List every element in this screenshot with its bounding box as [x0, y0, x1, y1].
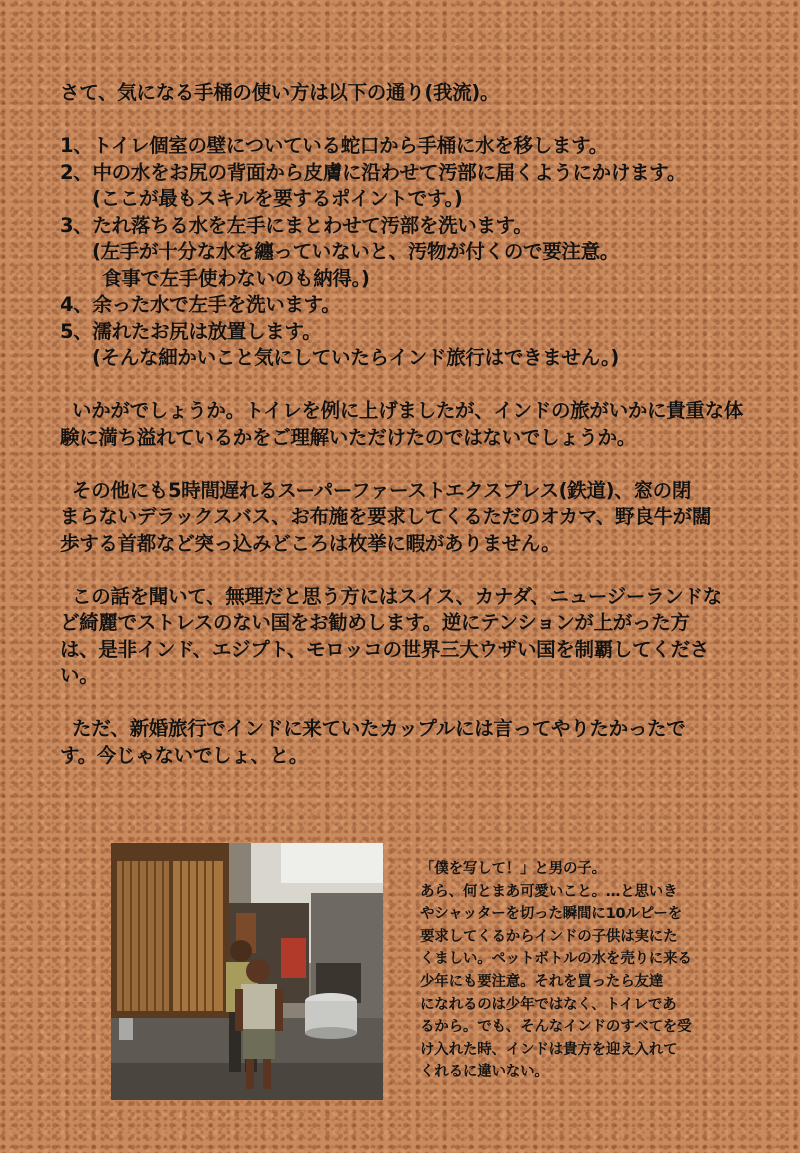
paragraph-line: この話を聞いて、無理だと思う方にはスイス、カナダ、ニュージーランドな — [72, 584, 722, 608]
paragraph-line: 歩する首都など突っ込みどころは枚挙に暇がありません。 — [60, 531, 561, 555]
step-4: 4、余った水で左手を洗います。 — [60, 293, 341, 316]
paragraph-line: 験に満ち溢れているかをご理解いただけたのではないでしょうか。 — [60, 425, 637, 449]
caption-line: あら、何とまあ可愛いこと。…と思いき — [420, 883, 678, 900]
caption-line: くましい。ペットボトルの水を売りに来る — [420, 951, 692, 968]
intro-text: さて、気になる手桶の使い方は以下の通り(我流)。 — [60, 81, 500, 104]
photo-caption — [420, 858, 780, 1084]
paragraph-line: い。 — [60, 664, 99, 687]
caption-line: になれるのは少年ではなく、トイレであ — [420, 996, 677, 1013]
caption-line: け入れた時、インドは貴方を迎え入れて — [420, 1041, 678, 1058]
step-3: 3、たれ落ちる水を左手にまとわせて汚部を洗います。 — [60, 213, 533, 237]
paragraph-line: ただ、新婚旅行でインドに来ていたカップルには言ってやりたかったで — [72, 717, 686, 740]
street-kids-photo — [111, 843, 383, 1100]
step-2: 2、中の水をお尻の背面から皮膚に沿わせて汚部に届くようにかけます。 — [60, 160, 687, 184]
step-3-note-2: 食事で左手使わないのも納得。) — [102, 266, 370, 290]
paragraph-line: まらないデラックスバス、お布施を要求してくるただのオカマ、野良牛が闊 — [60, 505, 712, 528]
caption-line: るから。でも、そんなインドのすべてを受 — [420, 1019, 692, 1036]
paragraph-line: は、是非インド、エジプト、モロッコの世界三大ウザい国を制覇してくださ — [60, 637, 709, 661]
paragraph-line: いかがでしょうか。トイレを例に上げましたが、インドの旅がいかに貴重な体 — [72, 399, 744, 422]
caption-line: やシャッターを切った瞬間に10ルピーを — [420, 906, 683, 923]
step-3-note: (左手が十分な水を纏っていないと、汚物が付くので要注意。 — [92, 240, 620, 263]
caption-line: 「僕を写して！」と男の子。 — [420, 861, 606, 877]
paragraph-line: す。今じゃないでしょ、と。 — [60, 743, 309, 767]
caption-line: 要求してくるからインドの子供は実にた — [420, 928, 678, 945]
paragraph-line: ど綺麗でストレスのない国をお勧めします。逆にテンションが上がった方 — [60, 611, 690, 634]
main-article — [60, 80, 775, 769]
step-5: 5、濡れたお尻は放置します。 — [60, 319, 322, 343]
caption-line: くれるに違いない。 — [420, 1064, 549, 1081]
step-5-note: (そんな細かいこと気にしていたらインド旅行はできません。) — [92, 346, 620, 369]
step-1: 1、トイレ個室の壁についている蛇口から手桶に水を移します。 — [60, 134, 608, 157]
caption-line: 少年にも要注意。それを買ったら友達 — [420, 973, 664, 990]
paragraph-line: その他にも5時間遅れるスーパーファーストエクスプレス(鉄道)、窓の閉 — [72, 478, 692, 502]
step-2-note: (ここが最もスキルを要するポイントです。) — [92, 187, 463, 210]
